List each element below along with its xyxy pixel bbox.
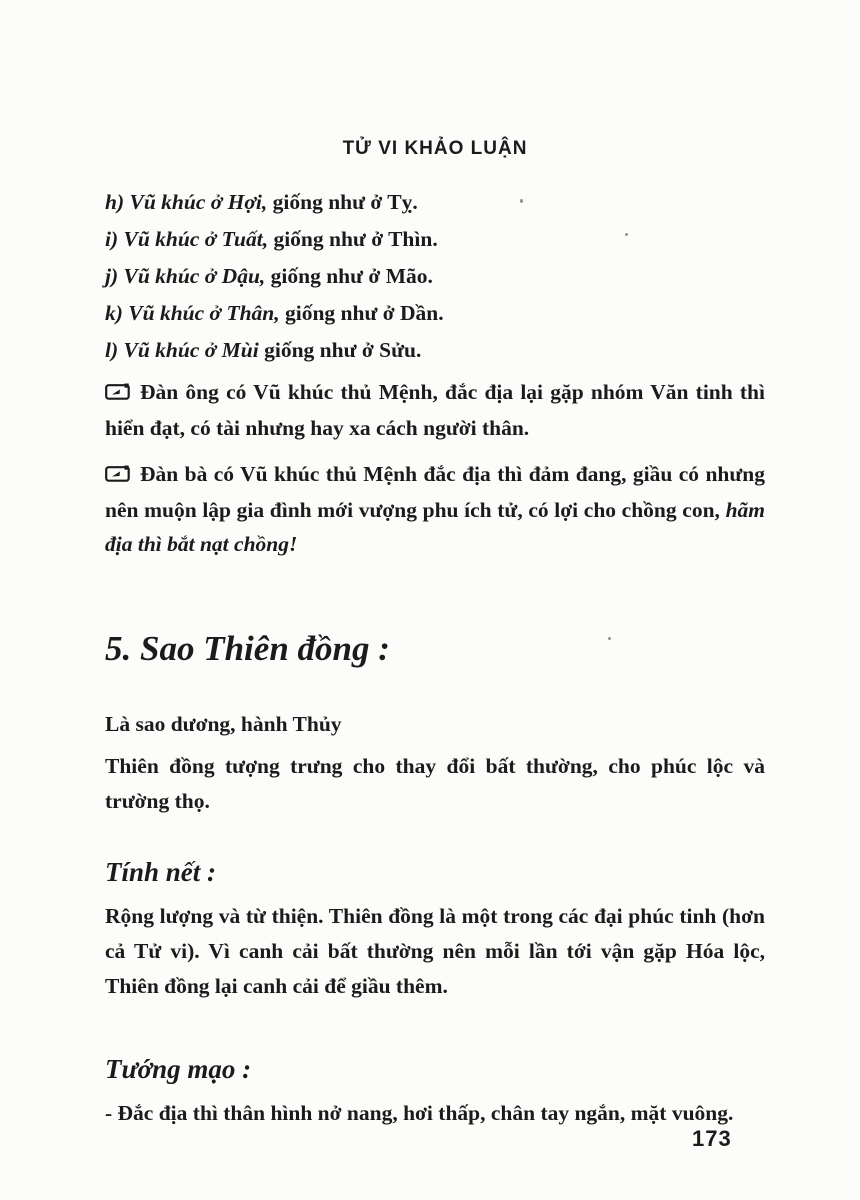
- subsection-heading-tuong-mao: Tướng mạo :: [105, 1054, 252, 1084]
- running-header: TỬ VI KHẢO LUẬN: [342, 138, 528, 159]
- list-item-tail: giống như ở Thìn.: [268, 227, 438, 251]
- list-item: [105, 184, 765, 221]
- list-item-tail: giống như ở Dần.: [279, 301, 444, 325]
- page-number: 173: [692, 1126, 732, 1151]
- note-italic-tail: hãm địa thì bắt nạt chồng!: [105, 498, 765, 556]
- list-item-tail: giống như ở Mão.: [265, 264, 433, 288]
- scan-speck: [625, 233, 628, 236]
- note-marker-icon: [105, 459, 131, 493]
- text-column: [105, 138, 765, 1131]
- scan-speck: [608, 637, 611, 640]
- list-item-lead: l) Vũ khúc ở Mùi: [105, 338, 259, 362]
- list-item-lead: i) Vũ khúc ở Tuất,: [105, 227, 269, 251]
- list-item: [105, 221, 765, 258]
- list-item: [105, 295, 765, 332]
- list-item: [105, 332, 765, 369]
- subsection-heading-tinh-net: Tính nết :: [105, 857, 217, 887]
- list-item-tail: giống như ở Sửu.: [258, 338, 422, 362]
- vu-khuc-position-list: [105, 184, 765, 369]
- section-heading: 5. Sao Thiên đồng :: [105, 629, 390, 668]
- list-item: [105, 258, 765, 295]
- subsection-paragraph-tinh-net: Rộng lượng và từ thiện. Thiên đồng là một trong các đại phúc tinh (hơn cả Tử vi). Vì canh cải bất thường nên mỗi lần tới vận gặp Hóa lộc, Thiên đồng lại canh cải để giầu thêm.: [105, 904, 765, 998]
- note-text: Đàn ông có Vũ khúc thủ Mệnh, đắc địa lại gặp nhóm Văn tinh thì hiển đạt, có tài nhưng hay xa cách người thân.: [105, 380, 765, 440]
- note-text: Đàn bà có Vũ khúc thủ Mệnh đắc địa thì đảm đang, giầu có nhưng nên muộn lập gia đình mới vượng phu ích tử, có lợi cho chồng con,: [105, 462, 765, 522]
- section-intro-paragraph: Thiên đồng tượng trưng cho thay đổi bất thường, cho phúc lộc và trường thọ.: [105, 754, 765, 813]
- list-item-lead: h) Vũ khúc ở Hợi,: [105, 190, 268, 214]
- list-item-lead: k) Vũ khúc ở Thân,: [105, 301, 280, 325]
- subsection-paragraph-tuong-mao: - Đắc địa thì thân hình nở nang, hơi thấp, chân tay ngắn, mặt vuông.: [105, 1101, 734, 1125]
- list-item-lead: j) Vũ khúc ở Dậu,: [105, 264, 266, 288]
- scan-speck: [520, 199, 523, 203]
- note-paragraph: [105, 457, 765, 561]
- section-intro-line: Là sao dương, hành Thủy: [105, 712, 342, 736]
- note-marker-icon: [105, 377, 131, 411]
- list-item-tail: giống như ở Tỵ.: [267, 190, 418, 214]
- note-paragraph: [105, 375, 765, 445]
